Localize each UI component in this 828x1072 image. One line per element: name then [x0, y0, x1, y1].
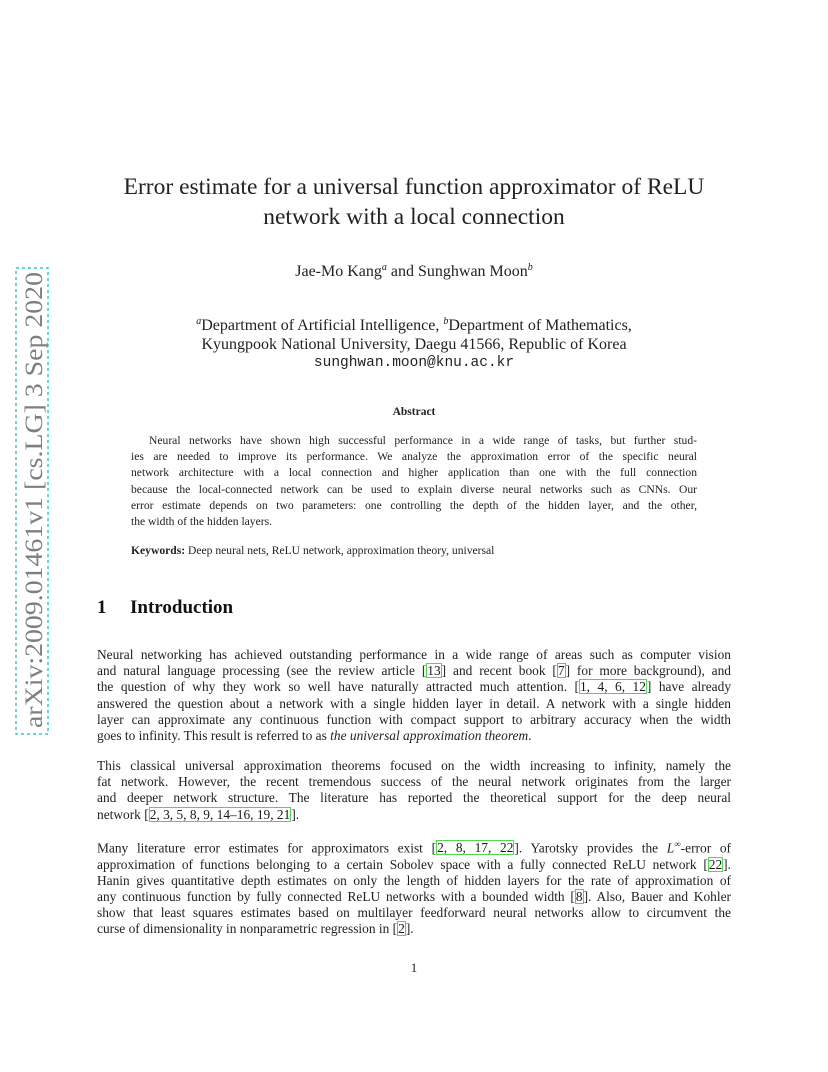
paragraph [97, 758, 731, 823]
affiliations [0, 312, 828, 373]
abstract-text [131, 433, 697, 530]
abstract-line: ies are needed to improve its performance. We analyze the approximation error of the specific neural [131, 450, 697, 464]
author-list [0, 262, 828, 281]
affiliation-line-1 [0, 312, 828, 335]
abstract-line: error estimate depends on two parameters: one controlling the depth of the hidden layer, and the other, [131, 498, 697, 512]
title-line-1: Error estimate for a universal function approximator of ReLU [123, 174, 705, 200]
section-number: 1 [97, 597, 107, 618]
title-line-2: network with a local connection [263, 204, 565, 230]
citation-link[interactable]: 7 [557, 663, 565, 679]
author-conjunction: and [386, 263, 418, 280]
citation-link[interactable]: 1, 4, 6, 12 [579, 679, 646, 695]
citation-link[interactable]: 13 [427, 663, 441, 679]
citation-link[interactable]: 2, 3, 5, 8, 9, 14–16, 19, 21 [149, 806, 291, 822]
paragraph [97, 836, 731, 938]
author-name: Sunghwan Moon [417, 263, 528, 280]
paragraph-line: approximation of functions belonging to a certain Sobolev space with a fully connected ReLU network [22]. [97, 856, 731, 872]
page-number: 1 [410, 960, 418, 975]
section-title: Introduction [130, 597, 234, 618]
paper-title [0, 172, 828, 232]
paragraph-line: Many literature error estimates for approximators exist [2, 8, 17, 22]. Yarotsky provides the L∞-error of [97, 839, 732, 856]
paragraph [97, 647, 731, 744]
math-symbol: L [666, 840, 675, 856]
affiliation-mark: b [443, 316, 449, 327]
citation-link[interactable]: 22 [708, 856, 723, 872]
affiliation-dept: Department of Artificial Intelligence, [201, 317, 444, 334]
abstract-line: because the local-connected network can be used to explain diverse neural networks such as CNNs. Our [131, 482, 697, 496]
paragraph-line: show that least squares estimates based on multilayer feedforward neural networks allow to circumvent the [97, 905, 731, 921]
arxiv-id-text: arXiv:2009.01461v1 [cs.LG] 3 Sep 2020 [19, 310, 48, 728]
paragraph-line: curse of dimensionality in nonparametric regression in [2]. [97, 921, 414, 937]
paragraph-line: Neural networking has achieved outstanding performance in a wide range of areas such as computer vision [97, 647, 731, 662]
abstract-line: network architecture with a local connection and higher application than one with the full connection [131, 466, 697, 480]
paragraph-line: network [2, 3, 5, 8, 9, 14–16, 19, 21]. [97, 806, 300, 822]
keywords-label: Keywords: [131, 544, 186, 557]
citation-link[interactable]: 2, 8, 17, 22 [437, 840, 514, 856]
keywords [131, 544, 697, 557]
paragraph-line: and natural language processing (see the review article [13] and recent book [7] for more background), and [97, 663, 731, 679]
author-affiliation-mark: b [527, 262, 533, 273]
email-address[interactable]: sunghwan.moon@knu.ac.kr [313, 355, 515, 371]
paragraph-line: goes to infinity. This result is referred to as the universal approximation theorem. [97, 728, 532, 744]
citation-link[interactable]: 8 [575, 889, 583, 905]
paragraph-line: and deeper network structure. The literature has reported the theoretical support for the deep neural [97, 790, 731, 806]
abstract-heading: Abstract [392, 406, 436, 418]
keywords-text: Deep neural nets, ReLU network, approximation theory, universal [185, 544, 495, 557]
paragraph-line: fat network. However, the recent tremendous success of the neural network originates from the larger [97, 774, 731, 790]
paragraph-line: answered the question about a network with a single hidden layer in detail. A network with a single hidden [97, 695, 731, 711]
affiliation-line-2: Kyungpook National University, Daegu 41566, Republic of Korea [201, 336, 627, 353]
paragraph-line: Hanin gives quantitative depth estimates on only the length of hidden layers for the rate of approximation of [97, 872, 731, 888]
paragraph-line: any continuous function by fully connected ReLU networks with a bounded width [8]. Also, Bauer and Kohler [97, 889, 731, 905]
affiliation-dept: Department of Mathematics, [448, 317, 632, 334]
author-name: Jae-Mo Kang [295, 263, 382, 280]
abstract-line: the width of the hidden layers. [131, 515, 273, 529]
author-affiliation-mark: a [381, 262, 387, 273]
paragraph-line: layer can approximate any continuous function with compact support to arbitrary accuracy when the width [97, 711, 731, 727]
abstract-line: Neural networks have shown high successful performance in a wide range of tasks, but further stud- [149, 434, 697, 447]
section-heading [97, 597, 233, 619]
paragraph-line: This classical universal approximation theorems focused on the width increasing to infinity, namely the [97, 758, 731, 773]
paragraph-line: the question of why they work so well have naturally attracted much attention. [1, 4, 6, 12] have already [97, 679, 732, 695]
affiliation-mark: a [196, 316, 202, 327]
math-superscript: ∞ [674, 839, 681, 849]
emphasized-term: the universal approximation theorem [330, 728, 529, 744]
citation-link[interactable]: 2 [398, 921, 405, 937]
